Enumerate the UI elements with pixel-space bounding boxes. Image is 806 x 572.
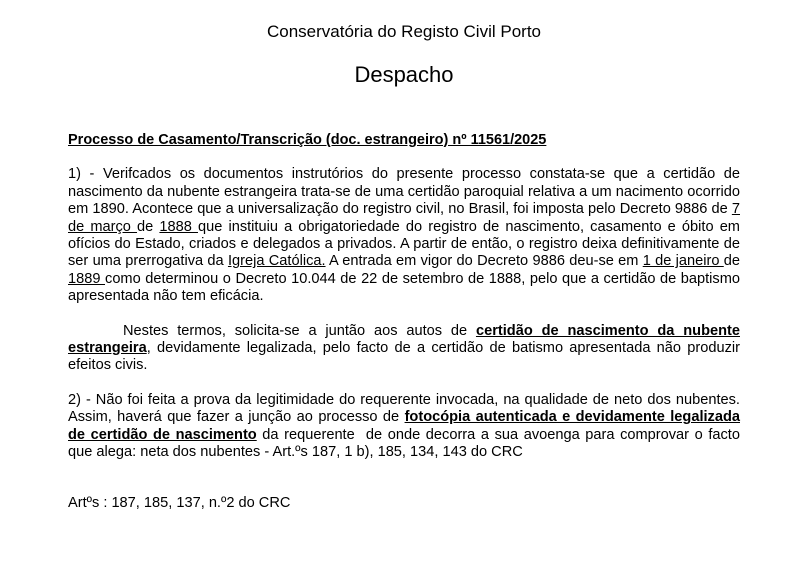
p3-bold-underlined-fotocopia-autenticada: fotocópia autenticada e devidamente legalizada de certidão de nascimento: [68, 409, 740, 443]
p2-run-0: Nestes termos, solicita-se a juntão aos autos de: [123, 322, 476, 339]
p3-run-0: 2) - Não foi feita a prova da legitimidade do requerente invocada, na qualidade de neto dos nubentes. Assim, haverá que fazer a junção ao processo de: [68, 391, 740, 426]
paragraph-3: [68, 392, 740, 462]
institution-name: Conservatória do Registo Civil Porto: [266, 22, 541, 41]
paragraph-1: [68, 166, 740, 305]
p1-underlined-igreja-catolica: Igreja Católica.: [227, 253, 326, 270]
p1-underlined-year-1889: 1889: [68, 270, 106, 287]
p1-run-4: que instituiu a obrigatoriedade do registro de nascimento, casamento e óbito em ofícios do Estado, criados e delegados a privados. A partir de então, o registro deixa definitivamente de ser uma prerrogativa da: [68, 218, 740, 270]
paragraph-2: [68, 323, 740, 375]
articles-reference-line: Artºs : 187, 185, 137, n.º2 do CRC: [68, 494, 291, 511]
document-title: Despacho: [354, 62, 454, 87]
p2-run-2: , devidamente legalizada, pelo facto de a certidão de batismo apresentada não produzir efeitos civis.: [68, 340, 740, 374]
p1-run-6: A entrada em vigor do Decreto 9886 deu-se em: [325, 253, 643, 270]
p1-run-10: como determinou o Decreto 10.044 de 22 de setembro de 1888, pelo que a certidão de baptismo apresentada não tem eficácia.: [68, 270, 740, 305]
p1-run-2: de: [137, 218, 160, 235]
p1-run-8: de: [723, 253, 740, 270]
process-subject-heading: Processo de Casamento/Transcrição (doc. estrangeiro) nº 11561/2025: [68, 132, 547, 148]
p1-underlined-date-1-janeiro: 1 de janeiro: [642, 253, 724, 270]
p1-underlined-year-1888: 1888: [159, 218, 198, 235]
p1-underlined-date-7-marco: 7 de março: [68, 201, 740, 235]
p2-bold-underlined-certidao-nascimento: certidão de nascimento da nubente estrangeira: [68, 322, 740, 357]
p3-run-2: da requerente de onde decorra a sua avoenga para comprovar o facto que alega: neta dos nubentes - Art.ºs 187, 1 b), 185, 134, 143 do CRC: [68, 426, 740, 461]
p1-run-0: 1) - Verifcados os documentos instrutórios do presente processo constata-se que a certidão de nascimento da nubente estrangeira trata-se de uma certidão paroquial relativa a um nacimento ocorrido em 1890. Acontece que a universalização do registro civil, no Brasil, foi imposta pelo Decreto 9886 de: [68, 166, 740, 218]
